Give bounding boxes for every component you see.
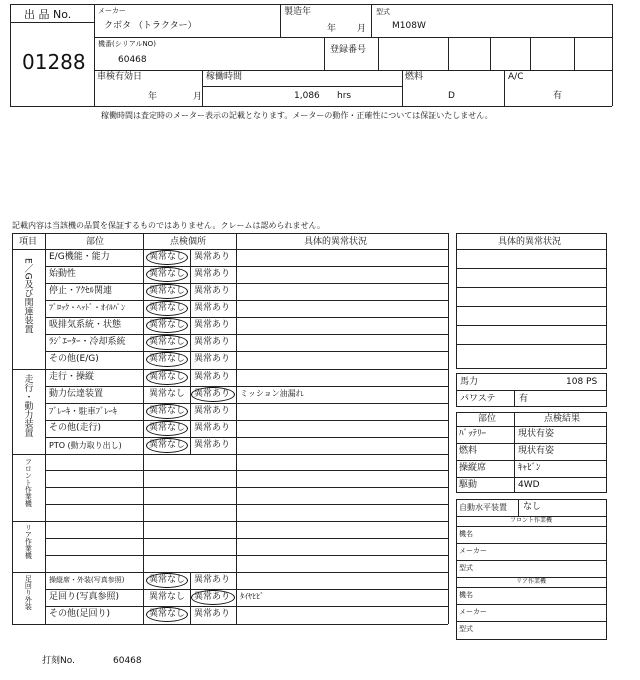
group-label-front: フロント作業機 (24, 458, 33, 507)
front-machine-name-label: 機名 (459, 530, 473, 538)
normal-option: 異常なし (149, 592, 186, 602)
part-label: その他(E/G) (49, 354, 99, 364)
auto-level-value: なし (523, 502, 542, 512)
normal-option: 異常なし (149, 575, 186, 585)
horsepower-value: 108 PS (566, 377, 598, 387)
part-label: 操縦席・外装(写真参照) (49, 576, 125, 584)
model-label: 型式 (376, 8, 390, 16)
horsepower-label: 馬力 (460, 377, 479, 387)
year-label: 製造年 (284, 7, 312, 17)
check-part: 燃料 (459, 446, 478, 456)
abnormal-option: 異常あり (194, 286, 231, 296)
hours-label: 稼働時間 (206, 72, 243, 82)
front-maker-label: メーカー (459, 547, 487, 555)
abnormal-option: 異常あり (194, 575, 231, 585)
part-label: PTO (動力取り出し) (49, 441, 122, 450)
check-part: ﾊﾞｯﾃﾘｰ (459, 429, 487, 439)
group-label-exterior: 足回り外装 (24, 575, 33, 610)
inspection-label: 車検有効日 (97, 72, 143, 82)
ac-value: 有 (553, 91, 563, 101)
abnormal-option: 異常あり (194, 406, 231, 416)
detail-text: ﾀｲﾔﾋﾋﾞ (240, 592, 264, 601)
maker-label: メーカー (98, 7, 126, 15)
check-result: ｷｬﾋﾞﾝ (518, 463, 541, 473)
ac-label: A/C (508, 72, 524, 82)
part-label: 停止・ｱｸｾﾙ関連 (49, 286, 113, 296)
abnormal-option: 異常あり (194, 269, 231, 279)
inspection-month-unit: 月 (193, 92, 203, 102)
hours-value: 1,086 (294, 91, 320, 101)
abnormal-option: 異常あり (194, 389, 231, 399)
col-item-header: 項目 (19, 237, 38, 247)
power-steering-value: 有 (519, 394, 529, 404)
part-label: ﾌﾞﾚｰｷ・駐車ﾌﾞﾚｰｷ (49, 407, 118, 417)
serial-label: 機番(シリアルNO) (98, 40, 156, 48)
part-label: 吸排気系統・状態 (49, 320, 122, 330)
fuel-label: 燃料 (405, 72, 424, 82)
stamp-label: 打刻No. (42, 656, 75, 666)
serial-value: 60468 (118, 55, 147, 65)
detail-header: 具体的異常状況 (498, 237, 562, 247)
year-unit: 年 (327, 24, 337, 34)
model-value: M108W (392, 21, 426, 31)
rear-attachment-header: リア作業機 (516, 578, 547, 585)
col-check-header: 点検個所 (170, 237, 207, 247)
normal-option: 異常なし (149, 440, 186, 450)
check-part: 駆動 (459, 480, 478, 490)
inspection-year-unit: 年 (148, 92, 158, 102)
check-part: 操縦席 (459, 463, 487, 473)
normal-option: 異常なし (149, 406, 186, 416)
lot-label: 出 品 No. (24, 8, 72, 21)
part-label: その他(足回り) (49, 609, 111, 619)
group-label-drive: 走行・動力装置 (22, 374, 33, 437)
normal-option: 異常なし (149, 354, 186, 364)
abnormal-option: 異常あり (194, 303, 231, 313)
normal-option: 異常なし (149, 372, 186, 382)
abnormal-option: 異常あり (194, 372, 231, 382)
normal-option: 異常なし (149, 303, 186, 313)
detail-text: ミッション油漏れ (240, 389, 304, 398)
stamp-value: 60468 (113, 656, 142, 666)
rear-model-label: 型式 (459, 625, 473, 633)
check-part-header: 部位 (478, 414, 497, 424)
check-result: 現状有姿 (518, 429, 555, 439)
normal-option: 異常なし (149, 609, 186, 619)
abnormal-option: 異常あり (194, 440, 231, 450)
maker-value: クボタ （トラクター） (104, 21, 197, 31)
hours-unit: hrs (337, 91, 352, 101)
hours-note: 稼働時間は査定時のメーター表示の記載となります。メーターの動作・正確性については保証いたしません。 (101, 111, 493, 120)
abnormal-option: 異常あり (194, 252, 231, 262)
part-label: ﾌﾞﾛｯｸ・ﾍｯﾄﾞ・ｵｲﾙﾊﾟﾝ (49, 303, 125, 312)
fuel-value: D (448, 91, 455, 101)
part-label: E/G機能・能力 (49, 252, 110, 262)
check-result-header: 点検結果 (544, 414, 581, 424)
check-result: 現状有姿 (518, 446, 555, 456)
front-model-label: 型式 (459, 564, 473, 572)
abnormal-option: 異常あり (194, 609, 231, 619)
normal-option: 異常なし (149, 423, 186, 433)
lot-number: 01288 (22, 50, 86, 74)
abnormal-option: 異常あり (194, 337, 231, 347)
group-label-rear: リア作業機 (24, 524, 33, 559)
normal-option: 異常なし (149, 286, 186, 296)
abnormal-option: 異常あり (194, 354, 231, 364)
rear-machine-name-label: 機名 (459, 591, 473, 599)
normal-option: 異常なし (149, 389, 186, 399)
col-detail-header: 具体的異常状況 (304, 237, 368, 247)
part-label: 足回り(写真参照) (49, 592, 120, 602)
normal-option: 異常なし (149, 320, 186, 330)
normal-option: 異常なし (149, 337, 186, 347)
part-label: その他(走行) (49, 423, 102, 433)
col-part-header: 部位 (86, 237, 105, 247)
abnormal-option: 異常あり (194, 592, 231, 602)
normal-option: 異常なし (149, 252, 186, 262)
normal-option: 異常なし (149, 269, 186, 279)
group-label-engine: E／G及び関連装置 (22, 258, 33, 334)
abnormal-option: 異常あり (194, 423, 231, 433)
part-label: 始動性 (49, 269, 77, 279)
check-result: 4WD (518, 480, 540, 490)
part-label: 動力伝達装置 (49, 389, 104, 399)
registration-label: 登録番号 (330, 45, 367, 55)
power-steering-label: パワステ (460, 394, 496, 404)
auto-level-label: 自動水平装置 (459, 503, 507, 512)
front-attachment-header: フロント作業機 (510, 517, 553, 524)
rear-maker-label: メーカー (459, 608, 487, 616)
part-label: 走行・操縦 (49, 372, 95, 382)
abnormal-option: 異常あり (194, 320, 231, 330)
part-label: ﾗｼﾞｴｰﾀｰ・冷却系統 (49, 337, 126, 347)
month-unit: 月 (357, 24, 367, 34)
disclaimer-text: 記載内容は当該機の品質を保証するものではありません。クレームは認められません。 (12, 221, 325, 230)
